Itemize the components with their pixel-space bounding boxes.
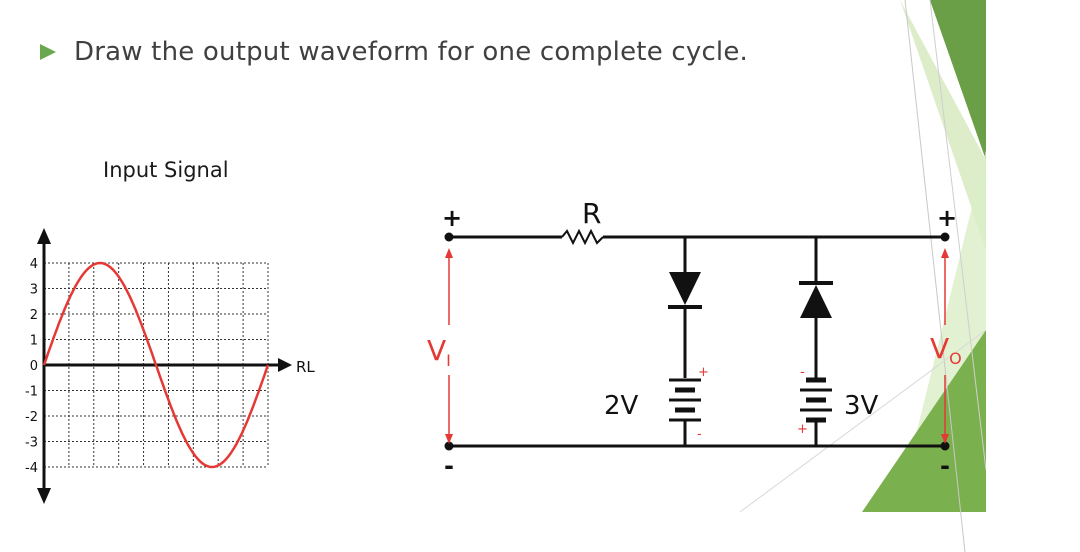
battery1-plus-sign: + xyxy=(698,365,709,380)
output-voltage-label: $V_O$ xyxy=(930,332,962,368)
bullet-text: Draw the output waveform for one complete cycle. xyxy=(74,37,749,67)
y-tick-label: 0 xyxy=(29,359,38,374)
y-tick-label: -3 xyxy=(25,435,38,451)
output-terminal-top xyxy=(941,233,950,242)
y-tick-label: 4 xyxy=(29,257,38,272)
battery1-label: 2V xyxy=(604,391,639,421)
right-margin-strip xyxy=(986,0,1080,552)
battery2-plus-sign: + xyxy=(797,422,808,437)
input-plus-sign: + xyxy=(442,204,463,232)
y-tick-label: -4 xyxy=(25,461,38,476)
diode2-icon xyxy=(800,285,832,318)
x-axis-label: RL xyxy=(296,358,315,376)
output-minus-sign: - xyxy=(940,452,950,480)
output-arrow-up-icon xyxy=(941,248,949,258)
y-tick-label: 2 xyxy=(29,308,38,323)
resistor-label: R xyxy=(582,197,602,230)
battery2-label: 3V xyxy=(844,391,879,421)
y-tick-label: 3 xyxy=(29,282,38,298)
y-tick-label: -1 xyxy=(25,384,38,400)
graph-title: Input Signal xyxy=(103,158,229,182)
y-tick-label: -2 xyxy=(25,410,38,425)
input-minus-sign: - xyxy=(444,452,454,480)
input-terminal-top xyxy=(445,233,454,242)
resistor-icon xyxy=(562,231,603,243)
battery-3v-icon xyxy=(800,380,832,420)
diode1-icon xyxy=(669,272,701,305)
battery2-minus-sign: - xyxy=(800,365,805,380)
battery1-minus-sign: - xyxy=(697,427,702,442)
battery-2v-icon xyxy=(669,380,701,420)
output-plus-sign: + xyxy=(937,204,958,232)
input-voltage-label: $V_I$ xyxy=(427,334,451,370)
input-arrow-up-icon xyxy=(445,248,453,258)
y-tick-label: 1 xyxy=(29,333,38,349)
